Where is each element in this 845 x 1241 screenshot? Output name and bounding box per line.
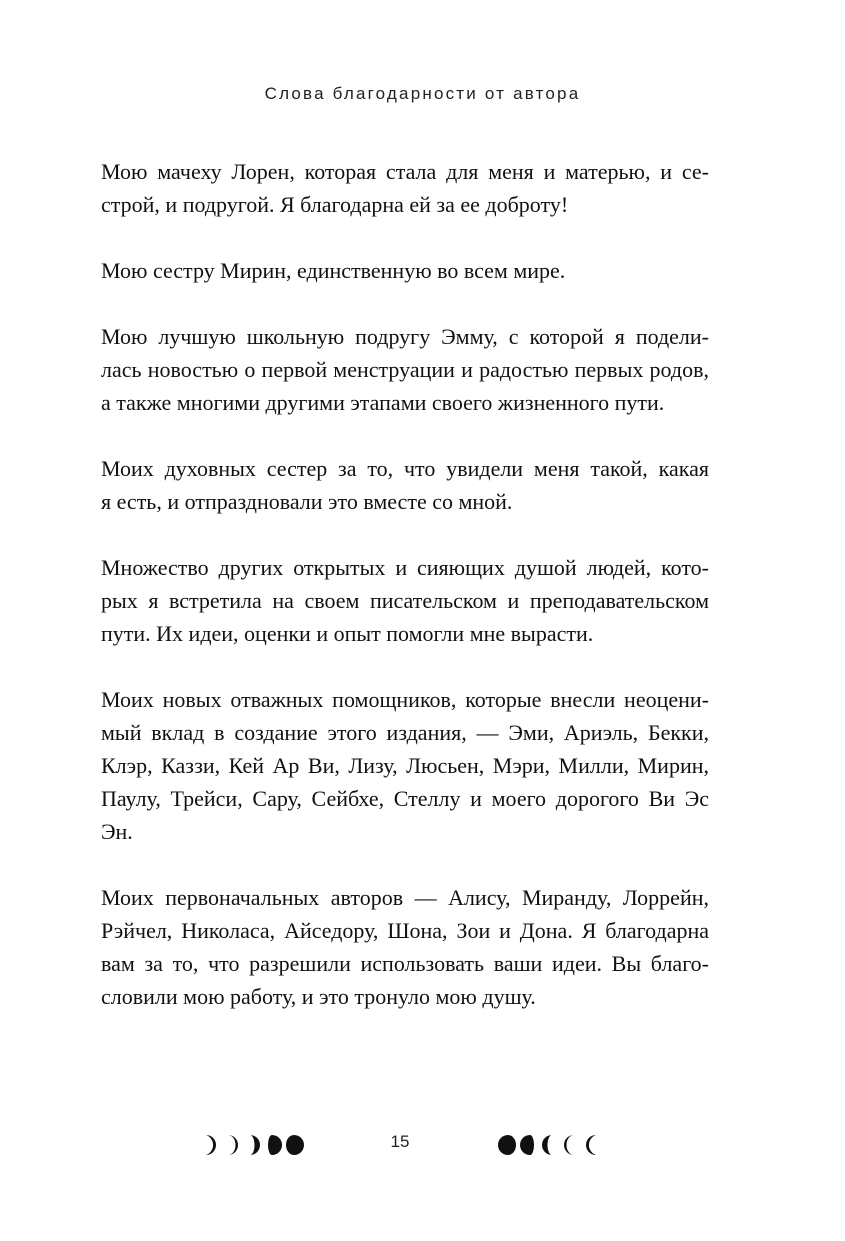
- waning-gibbous-full-icon: [498, 1135, 516, 1155]
- paragraph: [101, 254, 709, 287]
- paragraph: [101, 551, 709, 650]
- waning-gibbous-icon: [520, 1135, 534, 1155]
- text-line: Клэр, Каззи, Кей Ар Ви, Лизу, Люсьен, Мэри, Милли, Мирин,: [101, 753, 709, 778]
- text-line: пути. Их идеи, оценки и опыт помогли мне вырасти.: [101, 621, 594, 646]
- waxing-gibbous-icon: [268, 1135, 282, 1155]
- paragraph: [101, 320, 709, 419]
- text-line: Эн.: [101, 819, 133, 844]
- text-line: Мою лучшую школьную подругу Эмму, с которой я подели-: [101, 324, 709, 349]
- waxing-gibbous-full-icon: [286, 1135, 304, 1155]
- text-line: строй, и подругой. Я благодарна ей за ее доброту!: [101, 192, 569, 217]
- text-line: мый вклад в создание этого издания, — Эми, Ариэль, Бекки,: [101, 720, 709, 745]
- text-line: Паулу, Трейси, Сару, Сейбхе, Стеллу и моего дорогого Ви Эс: [101, 786, 709, 811]
- waning-crescent-wide-icon: [542, 1135, 552, 1155]
- running-head: Слова благодарности от автора: [264, 84, 581, 103]
- body-text: [101, 155, 709, 1013]
- page-footer: [0, 1128, 845, 1162]
- text-line: вам за то, что разрешили использовать ваши идеи. Вы благо-: [101, 951, 709, 976]
- text-line: Мою сестру Мирин, единственную во всем мире.: [101, 258, 566, 283]
- waning-moon-phases: [494, 1133, 606, 1157]
- text-line: Мою мачеху Лорен, которая стала для меня и матерью, и се-: [101, 159, 709, 184]
- waxing-crescent-thin-icon: [206, 1135, 216, 1155]
- text-line: рых я встретила на своем писательском и преподавательском: [101, 588, 709, 613]
- paragraph: [101, 155, 709, 221]
- text-line: Моих духовных сестер за то, что увидели меня такой, какая: [101, 456, 709, 481]
- text-line: словили мою работу, и это тронуло мою душу.: [101, 984, 536, 1009]
- text-line: Моих новых отважных помощников, которые внесли неоцени-: [101, 687, 709, 712]
- waning-crescent-icon: [564, 1135, 574, 1155]
- waxing-crescent-wide-icon: [250, 1135, 260, 1155]
- paragraph: [101, 452, 709, 518]
- text-line: Множество других открытых и сияющих душой людей, кото-: [101, 555, 709, 580]
- text-line: лась новостью о первой менструации и радостью первых родов,: [101, 357, 709, 382]
- paragraph: [101, 881, 709, 1013]
- text-line: Рэйчел, Николаса, Айседору, Шона, Зои и Дона. Я благодарна: [101, 918, 709, 943]
- waxing-crescent-icon: [228, 1135, 238, 1155]
- text-line: я есть, и отпраздновали это вместе со мной.: [101, 489, 513, 514]
- page-number: 15: [390, 1132, 410, 1151]
- text-line: Моих первоначальных авторов — Алису, Миранду, Лоррейн,: [101, 885, 709, 910]
- paragraph: [101, 683, 709, 848]
- waxing-moon-phases: [200, 1133, 312, 1157]
- waning-crescent-thin-icon: [586, 1135, 596, 1155]
- text-line: а также многими другими этапами своего жизненного пути.: [101, 390, 665, 415]
